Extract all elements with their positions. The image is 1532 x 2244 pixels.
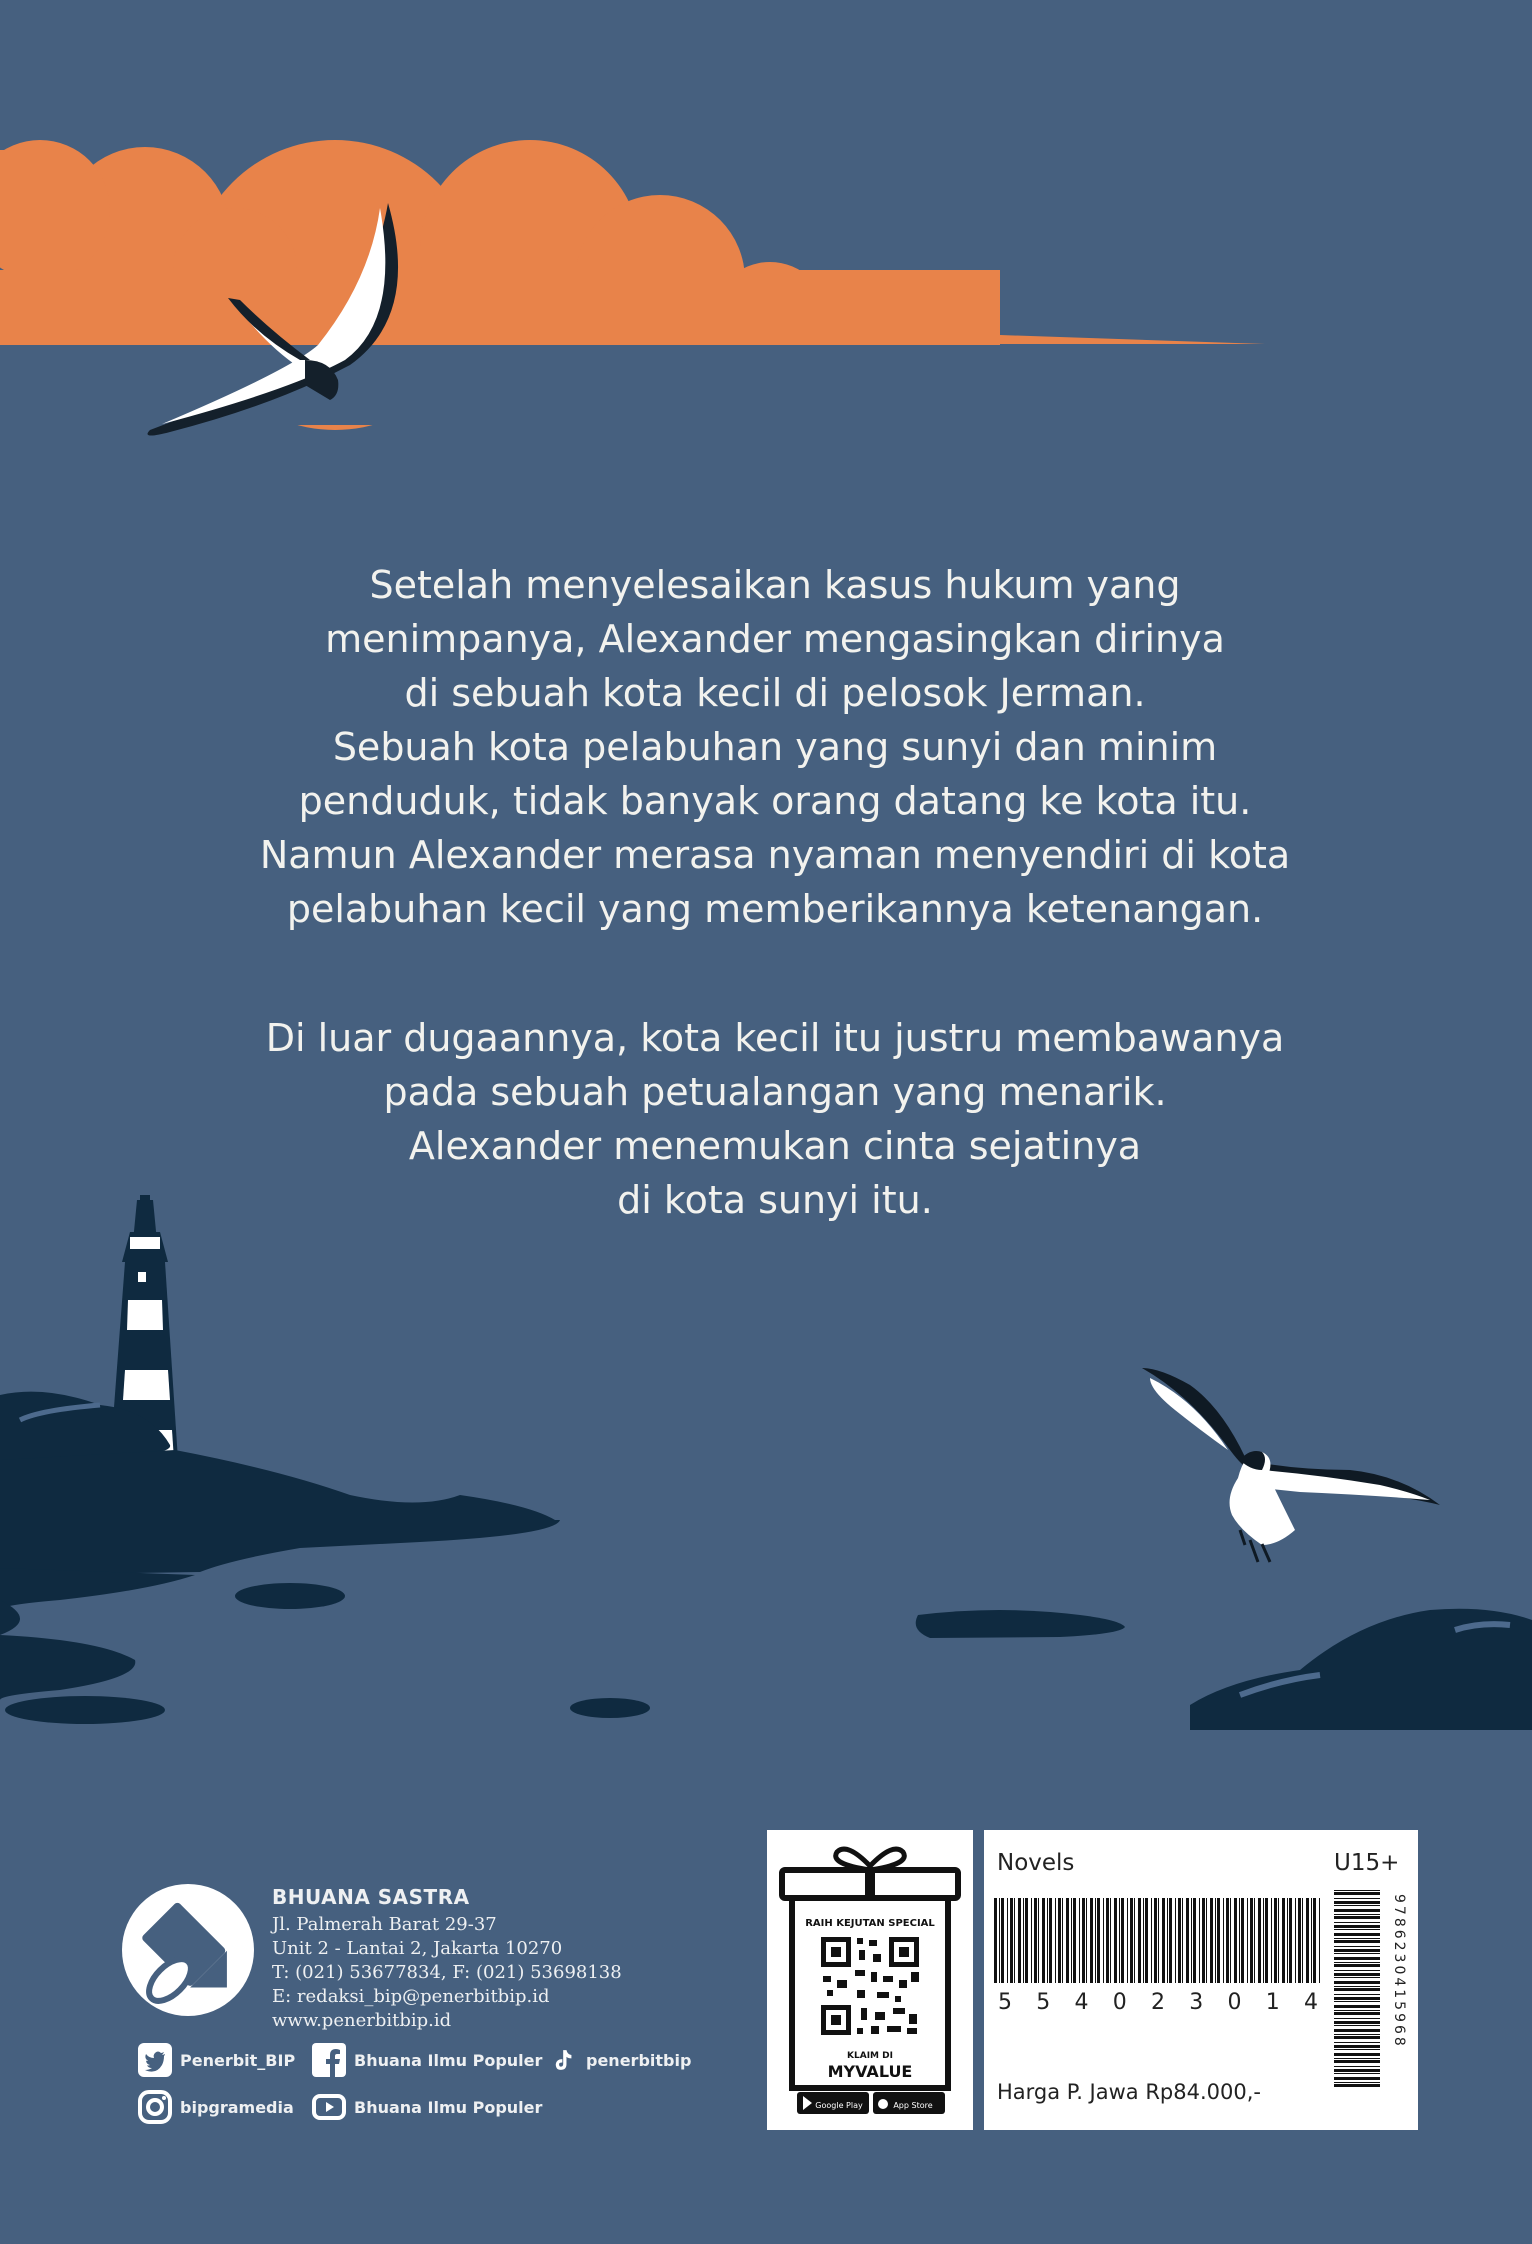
barcode-bar [1007,1898,1008,1983]
barcode-bar [1334,1997,1380,2000]
barcode-digit: 2 [1151,1990,1165,2015]
price-label: Harga P. Jawa Rp84.000,- [997,2080,1261,2104]
barcode-bar [1042,1898,1045,1983]
blurb-line: Sebuah kota pelabuhan yang sunyi dan minim [332,725,1218,769]
barcode-bar [1169,1898,1172,1983]
barcode-bar [1182,1898,1183,1983]
sunset-clouds [0,140,1532,430]
barcode-bar [1334,1905,1380,1906]
barcode-bar [1334,2053,1380,2056]
barcode-bar [1287,1898,1288,1983]
barcode-bar [1319,1898,1320,1983]
barcode-bar [1334,1925,1380,1928]
barcode-bar [1334,2049,1380,2050]
barcode-bar [1058,1898,1061,1983]
barcode-bar [1199,1898,1200,1983]
right-shore [916,1609,1532,1730]
barcode-bar [1234,1898,1237,1983]
barcode-bar [1055,1898,1056,1983]
age-rating: U15+ [1334,1850,1400,1876]
barcode-bar [1038,1898,1039,1983]
barcode-bar [1145,1898,1148,1983]
barcode-bar [1154,1898,1157,1983]
barcode-bar [1298,1898,1301,1983]
barcode-bar [1082,1898,1085,1983]
barcode-bar [1334,2069,1380,2072]
barcode-bar [1334,2025,1380,2026]
barcode-bar [1001,1898,1004,1983]
barcode-bar [1239,1898,1240,1983]
blurb-line: Namun Alexander merasa nyaman menyendiri di kota [259,833,1291,877]
barcode-bar [1134,1898,1135,1983]
barcode-bar [1162,1898,1165,1983]
barcode-bar [1119,1898,1120,1983]
barcode-bar [1334,2012,1380,2015]
google-play-label: Google Play [815,2101,863,2110]
barcode-bar [1193,1898,1196,1983]
barcode-bar [1334,2005,1380,2008]
youtube-handle: Bhuana Ilmu Populer [354,2097,543,2117]
barcode-digit: 4 [1074,1990,1089,2015]
myvalue-promo [767,1830,973,2130]
barcode [994,1898,1324,1983]
publisher-address-2: Unit 2 - Lantai 2, Jakarta 10270 [272,1938,563,1959]
barcode-bar [1095,1898,1096,1983]
barcode-bar [1334,1916,1380,1919]
blurb-line: di sebuah kota kecil di pelosok Jerman. [404,671,1146,715]
barcode-bar [999,1898,1000,1983]
barcode-bar [1306,1898,1309,1983]
barcode-digits [998,1990,1318,2015]
barcode-bar [1334,1977,1380,1978]
barcode-bar [1334,2060,1380,2063]
barcode-bar [1334,2045,1380,2048]
barcode-bar [1334,1994,1380,1995]
promo-claim-label: KLAIM DI [847,2051,893,2061]
category-label: Novels [997,1850,1075,1876]
promo-brand: MYVALUE [827,2062,913,2081]
tiktok-handle: penerbitbip [586,2050,692,2070]
barcode-bar [1334,1929,1380,1930]
barcode-bar [1206,1898,1207,1983]
social-youtube[interactable] [312,2090,542,2124]
app-store-label: App Store [893,2101,933,2110]
social-tiktok[interactable] [550,2043,691,2077]
barcode-bar [1186,1898,1189,1983]
barcode-bar [1313,1898,1316,1983]
barcode-bar [994,1898,997,1983]
barcode-bar [1121,1898,1124,1983]
barcode-bar [1334,1973,1380,1976]
barcode-bar [1151,1898,1152,1983]
barcode-bar [1334,1946,1380,1947]
barcode-bar [1334,2029,1380,2032]
barcode-bar [1241,1898,1244,1983]
barcode-bar [1334,2042,1380,2043]
gift-qr-graphic [767,1830,973,2130]
blurb-paragraph-1 [180,558,1370,936]
barcode-bar [1034,1898,1037,1983]
barcode-bar [1334,2001,1380,2002]
barcode-bar [1047,1898,1048,1983]
barcode-digit: 0 [1112,1990,1127,2015]
barcode-bar [1062,1898,1063,1983]
barcode-bar [1250,1898,1253,1983]
barcode-bar [1023,1898,1024,1983]
barcode-bar [1334,1953,1380,1954]
barcode-bar [1334,2018,1380,2019]
barcode-bar [1334,1933,1380,1936]
blurb-line: di kota sunyi itu. [617,1178,933,1222]
barcode-bar [1143,1898,1144,1983]
barcode-bar [1226,1898,1229,1983]
barcode-bar [1334,2084,1380,2087]
blurb-line: menimpanya, Alexander mengasingkan dirinya [325,617,1225,661]
barcode-bar [1202,1898,1205,1983]
barcode-bar [1066,1898,1069,1983]
barcode-bar [1018,1898,1021,1983]
barcode-bar [1073,1898,1076,1983]
publisher-info [272,1885,622,2033]
barcode-bar [1175,1898,1176,1983]
facebook-icon [312,2043,346,2077]
barcode-bar [1103,1898,1104,1983]
barcode-bar [1334,1970,1380,1971]
barcode-bar [1014,1898,1015,1983]
barcode-bar [1334,2034,1380,2035]
blurb-line: pelabuhan kecil yang memberikannya ketenangan. [286,887,1264,931]
seagull-bottom [1142,1368,1440,1562]
barcode-bar [1334,2082,1380,2083]
barcode-bar [1334,1892,1380,1895]
barcode-bar [1334,2036,1380,2039]
barcode-bar [1217,1898,1220,1983]
barcode-bar [1178,1898,1181,1983]
barcode-bar [1086,1898,1087,1983]
barcode-bar [1254,1898,1255,1983]
barcode-digit: 4 [1304,1990,1318,2015]
instagram-handle: bipgramedia [180,2097,294,2117]
left-shore [0,1392,650,1724]
barcode-digit: 5 [1036,1990,1051,2015]
twitter-handle: Penerbit_BIP [180,2050,296,2070]
barcode-bar [1271,1898,1272,1983]
barcode-bar [1258,1898,1261,1983]
barcode-bar [1071,1898,1072,1983]
barcode-bar [1130,1898,1133,1983]
barcode-bar [1334,1988,1380,1991]
barcode-bar [1334,1922,1380,1923]
barcode-bar [1223,1898,1224,1983]
barcode-bar [1282,1898,1285,1983]
barcode-bar [1110,1898,1111,1983]
barcode-bar [1334,1914,1380,1915]
barcode-bar [1334,1890,1380,1891]
barcode-bar [1334,1957,1380,1960]
barcode-bar [1278,1898,1279,1983]
barcode-bar [1138,1898,1141,1983]
publisher-address-1: Jl. Palmerah Barat 29-37 [272,1914,497,1935]
barcode-bar [1334,1901,1380,1904]
youtube-icon [312,2090,346,2124]
barcode-digit: 3 [1189,1990,1204,2015]
social-facebook[interactable] [312,2043,542,2077]
barcode-bar [1097,1898,1100,1983]
publisher-name: BHUANA SASTRA [272,1885,470,1909]
barcode-bar [1334,1949,1380,1952]
barcode-bar [1114,1898,1117,1983]
barcode-bar [1334,1981,1380,1984]
barcode-bar [1334,2066,1380,2067]
barcode-bar [1247,1898,1248,1983]
barcode-bar [1334,2010,1380,2011]
barcode-bar [1334,1909,1380,1912]
barcode-digit: 1 [1265,1990,1280,2015]
blurb-paragraph-2 [180,1011,1370,1227]
barcode-bar [1334,1964,1380,1967]
instagram-icon [138,2090,172,2124]
barcode-bar [1079,1898,1080,1983]
barcode-bar [1334,1986,1380,1987]
qr-code[interactable] [817,1933,923,2039]
isbn-barcode [1334,1890,1380,2090]
barcode-digit: 0 [1227,1990,1242,2015]
barcode-bar [1289,1898,1292,1983]
barcode-panel [984,1830,1418,2130]
google-play-badge[interactable] [797,2092,869,2114]
barcode-bar [1106,1898,1109,1983]
barcode-bar [1334,2021,1380,2024]
barcode-bar [1334,2058,1380,2059]
tiktok-icon [550,2043,578,2077]
blurb-line: penduduk, tidak banyak orang datang ke kota itu. [298,779,1252,823]
isbn-number: 9786230415968 [1391,1894,1407,2049]
barcode-bar [1049,1898,1052,1983]
barcode-bar [1263,1898,1264,1983]
barcode-bar [1334,1940,1380,1943]
barcode-bar [1215,1898,1216,1983]
barcode-bar [1302,1898,1303,1983]
blurb-line: Alexander menemukan cinta sejatinya [408,1124,1142,1168]
barcode-bar [1334,1898,1380,1899]
barcode-digit: 5 [998,1990,1012,2015]
barcode-bar [1210,1898,1213,1983]
barcode-bar [1127,1898,1128,1983]
publisher-email: E: redaksi_bip@penerbitbip.id [272,1986,550,2007]
social-twitter[interactable] [138,2043,295,2077]
promo-ribbon: RAIH KEJUTAN SPECIAL [805,1918,935,1929]
barcode-bar [1167,1898,1168,1983]
barcode-bar [1158,1898,1159,1983]
barcode-bar [1334,1962,1380,1963]
publisher-logo [118,1880,258,2020]
barcode-bar [1031,1898,1032,1983]
blurb-line: Setelah menyelesaikan kasus hukum yang [369,563,1181,607]
facebook-handle: Bhuana Ilmu Populer [354,2050,543,2070]
barcode-bar [1334,2077,1380,2080]
barcode-bar [1230,1898,1231,1983]
barcode-bar [1274,1898,1277,1983]
publisher-website: www.penerbitbip.id [272,2010,452,2031]
publisher-phone: T: (021) 53677834, F: (021) 53698138 [272,1962,622,1983]
blurb-line: pada sebuah petualangan yang menarik. [383,1070,1167,1114]
barcode-bar [1090,1898,1093,1983]
barcode-bar [1334,1938,1380,1939]
app-store-badge[interactable] [873,2092,945,2114]
social-instagram[interactable] [138,2090,294,2124]
barcode-bar [1025,1898,1028,1983]
barcode-bar [1334,2073,1380,2074]
barcode-bar [1010,1898,1013,1983]
twitter-icon [138,2043,172,2077]
barcode-bar [1311,1898,1312,1983]
barcode-bar [1191,1898,1192,1983]
barcode-bar [1265,1898,1268,1983]
barcode-bar [1295,1898,1296,1983]
blurb-line: Di luar dugaannya, kota kecil itu justru membawanya [265,1016,1285,1060]
